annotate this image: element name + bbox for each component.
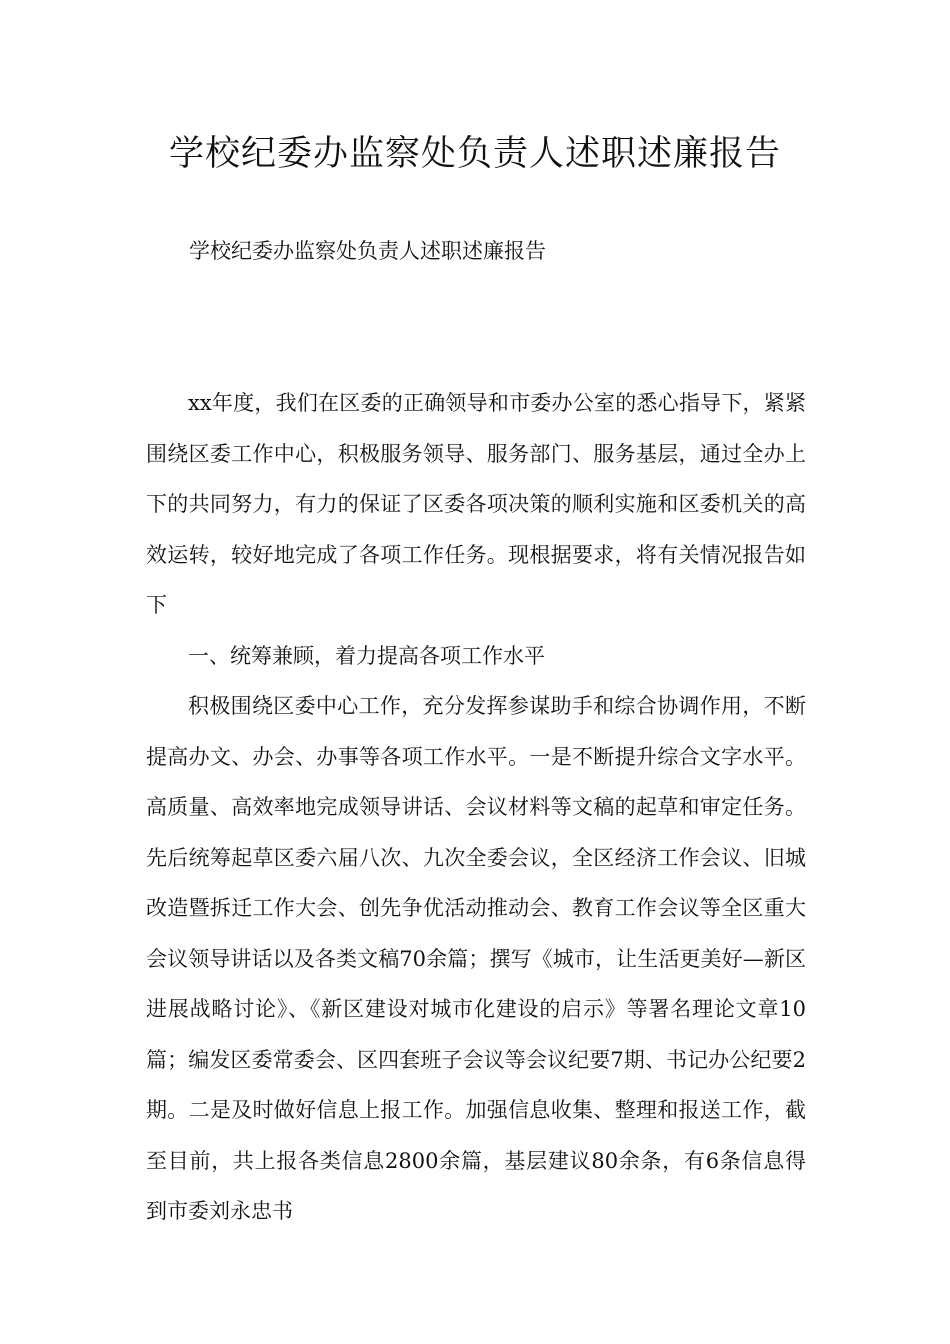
paragraph-intro: xx年度，我们在区委的正确领导和市委办公室的悉心指导下，紧紧围绕区委工作中心，积极服务领导、服务部门、服务基层，通过全办上下的共同努力，有力的保证了区委各项决策的顺利实施和区委机关的高效运转，较好地完成了各项工作任务。现根据要求，将有关情况报告如下 xyxy=(146,391,806,617)
document-title: 学校纪委办监察处负责人述职述廉报告 xyxy=(168,134,781,174)
document-body xyxy=(146,378,806,1237)
document-subtitle: 学校纪委办监察处负责人述职述廉报告 xyxy=(189,239,546,263)
section-heading-1: 一、统筹兼顾，着力提高各项工作水平 xyxy=(188,643,545,668)
paragraph-section-1: 积极围绕区委中心工作，充分发挥参谋助手和综合协调作用，不断提高办文、办会、办事等各项工作水平。一是不断提升综合文字水平。高质量、高效率地完成领导讲话、会议材料等文稿的起草和审定任务。先后统筹起草区委六届八次、九次全委会议，全区经济工作会议、旧城改造暨拆迁工作大会、创先争优活动推动会、教育工作会议等全区重大会议领导讲话以及各类文稿70余篇；撰写《城市，让生活更美好—新区进展战略讨论》、《新区建设对城市化建设的启示》等署名理论文章10篇；编发区委常委会、区四套班子会议等会议纪要7期、书记办公纪要2期。二是及时做好信息上报工作。加强信息收集、整理和报送工作，截至目前，共上报各类信息2800余篇，基层建议80余条，有6条信息得到市委刘永忠书 xyxy=(146,694,806,1223)
